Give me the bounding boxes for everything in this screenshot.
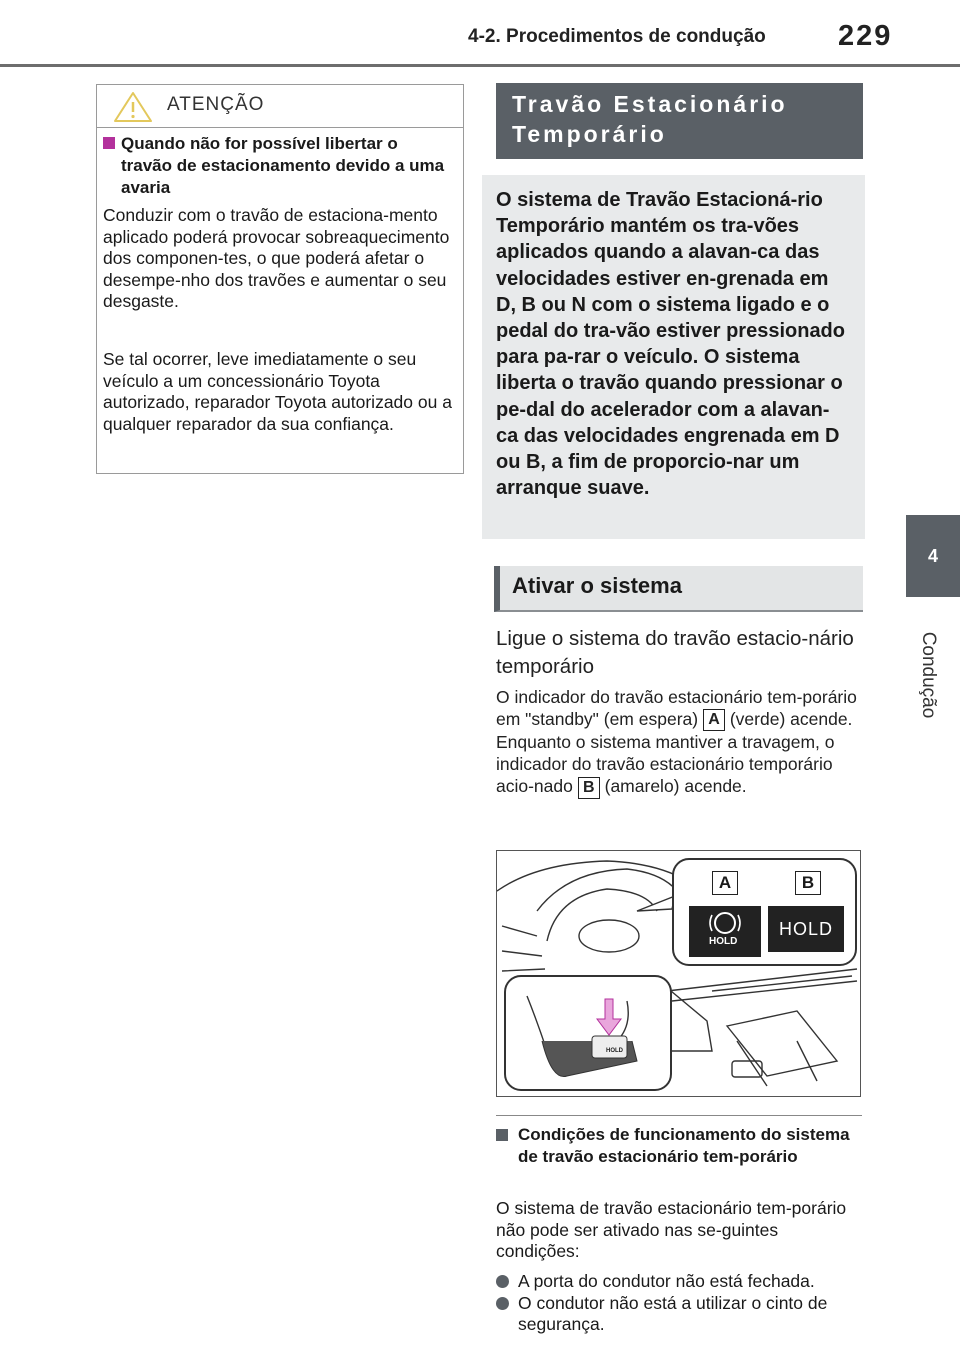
illus-tag-b: B — [795, 871, 821, 895]
warning-title: ATENÇÃO — [167, 94, 265, 115]
list-item: A porta do condutor não está fechada. — [496, 1271, 862, 1292]
step-title: Ligue o sistema do travão estacio-nário temporário — [496, 627, 854, 678]
chapter-tab-label — [898, 620, 958, 730]
hold-indicator-b-label: HOLD — [779, 919, 834, 939]
conditions-paragraph: O sistema de travão estacionário tem-porário não pode ser ativado nas se-guintes condições: — [496, 1198, 847, 1261]
header-divider — [0, 64, 960, 67]
conditions-title: Condições de funcionamento do sistema de travão estacionário tem-porário — [496, 1124, 864, 1168]
list-item: O condutor não está a utilizar o cinto de segurança. — [496, 1293, 862, 1335]
section-header: 4-2. Procedimentos de condução — [468, 26, 766, 47]
bullet-icon — [496, 1297, 509, 1310]
warning-paragraph: Conduzir com o travão de estaciona-mento aplicado poderá provocar sobreaquecimento dos componen-tes, o que poderá afetar o desempe-nho dos travões e aumentar o seu desgaste. — [103, 205, 450, 311]
conditions-divider — [496, 1115, 862, 1116]
warning-paragraph: Se tal ocorrer, leve imediatamente o seu veículo a um concessionário Toyota autorizado, reparador Toyota autorizado ou a qualquer reparador da sua confiança. — [103, 349, 452, 434]
subtitle-square-icon — [496, 1129, 508, 1141]
page-number: 229 — [838, 20, 893, 52]
tag-a: A — [703, 709, 725, 731]
section-intro: O sistema de Travão Estacioná-rio Temporário mantém os tra-vões aplicados quando a alavan-ca das velocidades estiver en-grenada em D, B ou N com o sistema ligado e o pedal do tra-vão estiver pressionado para pa-rar o veículo. O sistema liberta o travão quando pressionar o pe-dal do acelerador com a alavan-ca das velocidades engrenada em D ou B, a fim de proporcio-nar um arranque suave. — [482, 175, 865, 539]
hold-indicator-a-label: HOLD — [709, 936, 738, 947]
chapter-tab-number[interactable]: 4 — [906, 515, 960, 597]
dashboard-illustration — [496, 850, 861, 1097]
warning-icon — [113, 91, 153, 123]
section-title: Travão Estacionário Temporário — [496, 83, 863, 159]
step-body: O indicador do travão estacionário tem-porário em "standby" (em espera) A (verde) acende. Enquanto o sistema mantiver a travagem, o indicador do travão estacionário temporário acio-nado B (amarelo) acende. — [496, 686, 864, 799]
warning-header — [97, 85, 463, 128]
chapter-label-text: Condução — [918, 631, 939, 719]
tag-b: B — [578, 777, 600, 799]
warning-box — [96, 84, 464, 474]
hold-switch-label: HOLD — [606, 1048, 623, 1054]
subsection-title: Ativar o sistema — [494, 566, 863, 612]
bullet-icon — [496, 1275, 509, 1288]
warning-subtitle: Quando não for possível libertar o travão de estacionamento devido a uma avaria — [103, 133, 453, 199]
illus-tag-a: A — [712, 871, 738, 895]
subtitle-square-icon — [103, 137, 115, 149]
